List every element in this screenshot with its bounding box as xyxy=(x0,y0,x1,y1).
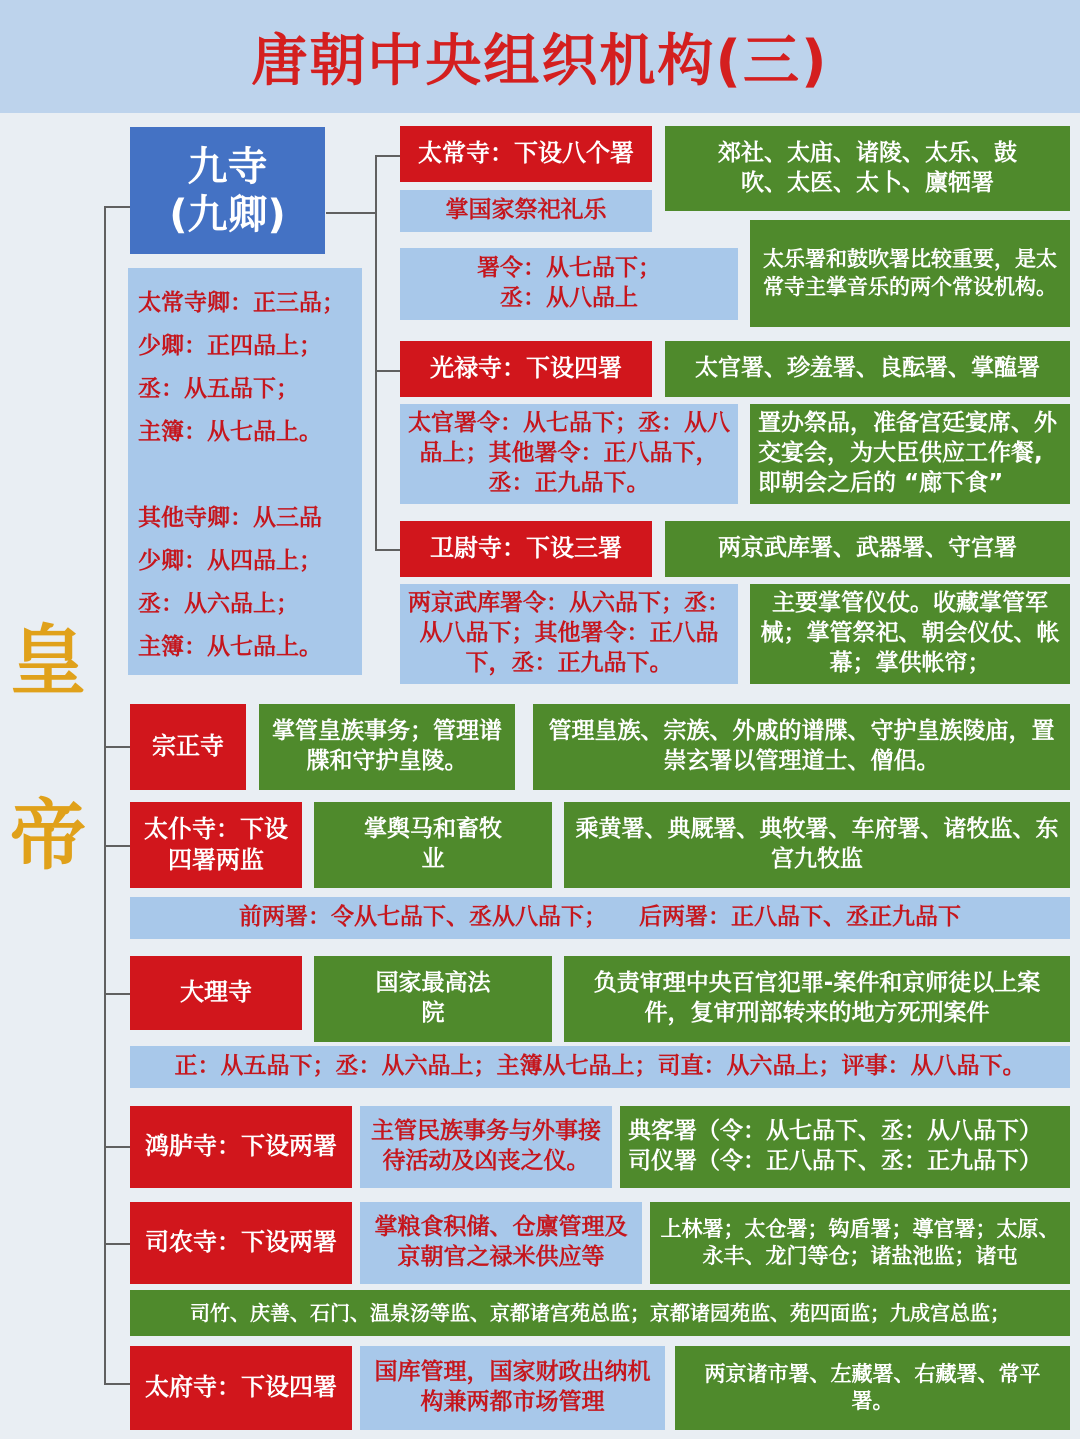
taichang-rank: 署令：从七品下；丞：从八品上 xyxy=(400,248,738,320)
guanglu-name: 光禄寺：下设四署 xyxy=(400,341,652,397)
dali-duty: 国家最高法院 xyxy=(314,956,552,1042)
sinong-offices: 上林署；太仓署；钩盾署；導官署；太原、永丰、龙门等仓；诸盐池监；诸屯 xyxy=(650,1202,1070,1284)
emperor-char-1: 皇 xyxy=(10,616,86,705)
honglu-office-1: 典客署（令：从七品下、丞：从八品下） xyxy=(628,1118,1042,1145)
rank-item: 丞：从五品下； xyxy=(138,376,299,402)
main-node-jiusi xyxy=(130,127,325,254)
dali-rank: 正：从五品下；丞：从六品上；主簿从七品上；司直：从六品上；评事：从八品下。 xyxy=(130,1046,1070,1088)
connector-to-taifu xyxy=(104,1383,130,1385)
guanglu-rank: 太官署令：从七品下；丞：从八品上；其他署令：正八品下，丞：正九品下。 xyxy=(400,404,738,504)
zongzheng-name: 宗正寺 xyxy=(130,704,246,790)
title-banner xyxy=(0,0,1080,113)
rank-item: 少卿：正四品上； xyxy=(138,333,322,359)
connector-to-main xyxy=(104,206,130,208)
honglu-offices xyxy=(620,1106,1070,1188)
weiwei-note: 主要掌管仪仗。收藏掌管军械；掌管祭祀、朝会仪仗、帐幕；掌供帐帘； xyxy=(750,584,1070,684)
taipu-rank: 前两署：令从七品下、丞从八品下； 后两署：正八品下、丞正九品下 xyxy=(130,897,1070,939)
zongzheng-note: 管理皇族、宗族、外戚的谱牒、守护皇族陵庙，置崇玄署以管理道士、僧侣。 xyxy=(533,704,1070,790)
taifu-offices: 两京诸市署、左藏署、右藏署、常平署。 xyxy=(675,1346,1070,1430)
rank-item: 太常寺卿：正三品； xyxy=(138,290,345,316)
connector-to-zongzheng xyxy=(104,746,130,748)
dali-note: 负责审理中央百官犯罪-案件和京师徒以上案件，复审刑部转来的地方死刑案件 xyxy=(564,956,1070,1042)
sinong-duty: 掌粮食积储、仓廪管理及京朝官之禄米供应等 xyxy=(360,1202,642,1284)
connector-trunk xyxy=(104,206,106,1384)
taipu-offices: 乘黄署、典厩署、典牧署、车府署、诸牧监、东宫九牧监 xyxy=(564,802,1070,888)
honglu-name: 鸿胪寺：下设两署 xyxy=(130,1106,352,1188)
connector-to-dali xyxy=(104,993,130,995)
connector-main-out xyxy=(326,212,376,214)
sinong-name: 司农寺：下设两署 xyxy=(130,1202,352,1284)
connector-to-weiwei xyxy=(375,549,401,551)
rank-item: 主簿：从七品上。 xyxy=(138,634,322,660)
rank-gap xyxy=(138,454,352,497)
rank-item: 少卿：从四品上； xyxy=(138,548,322,574)
taichang-offices: 郊社、太庙、诸陵、太乐、鼓吹、太医、太卜、廪牺署 xyxy=(665,126,1070,211)
honglu-duty: 主管民族事务与外事接待活动及凶丧之仪。 xyxy=(360,1106,612,1188)
taichang-duty: 掌国家祭祀礼乐 xyxy=(400,190,652,232)
taipu-duty: 掌舆马和畜牧业 xyxy=(314,802,552,888)
page-title: 唐朝中央组织机构(三) xyxy=(251,28,829,94)
zongzheng-duty: 掌管皇族事务；管理谱牒和守护皇陵。 xyxy=(259,704,515,790)
rank-item: 其他寺卿：从三品 xyxy=(138,505,322,531)
taifu-duty: 国库管理，国家财政出纳机构兼两都市场管理 xyxy=(360,1346,665,1430)
main-node-line1: 九寺 xyxy=(187,143,268,190)
connector-to-taipu xyxy=(104,845,130,847)
dali-name: 大理寺 xyxy=(130,956,302,1030)
guanglu-note: 置办祭品，准备宫廷宴席、外交宴会，为大臣供应工作餐,即朝会之后的 “廊下食” xyxy=(750,404,1070,504)
rank-list xyxy=(128,268,362,675)
rank-item: 主簿：从七品上。 xyxy=(138,419,322,445)
emperor-char-2: 帝 xyxy=(10,791,86,880)
taichang-note: 太乐署和鼓吹署比较重要，是太常寺主掌音乐的两个常设机构。 xyxy=(750,220,1070,327)
connector-to-guanglu xyxy=(375,370,401,372)
guanglu-offices: 太官署、珍羞署、良酝署、掌醢署 xyxy=(665,341,1070,397)
sinong-offices-2: 司竹、庆善、石门、温泉汤等监、京都诸宫苑总监；京都诸园苑监、苑四面监；九成宫总监； xyxy=(130,1290,1070,1336)
weiwei-offices: 两京武库署、武器署、守宫署 xyxy=(665,521,1070,577)
taifu-name: 太府寺：下设四署 xyxy=(130,1346,352,1430)
connector-to-honglu xyxy=(104,1146,130,1148)
rank-item: 丞：从六品上； xyxy=(138,591,299,617)
connector-to-taichang xyxy=(375,155,401,157)
taichang-name: 太常寺：下设八个署 xyxy=(400,126,652,182)
weiwei-rank: 两京武库署令：从六品下；丞：从八品下；其他署令：正八品下，丞：正九品下。 xyxy=(400,584,738,684)
weiwei-name: 卫尉寺：下设三署 xyxy=(400,521,652,577)
main-node-line2: (九卿) xyxy=(169,191,286,238)
taipu-name: 太仆寺：下设四署两监 xyxy=(130,802,302,888)
connector-upper-branch xyxy=(375,155,377,550)
honglu-office-2: 司仪署（令：正八品下、丞：正九品下） xyxy=(628,1148,1042,1174)
connector-to-sinong xyxy=(104,1243,130,1245)
